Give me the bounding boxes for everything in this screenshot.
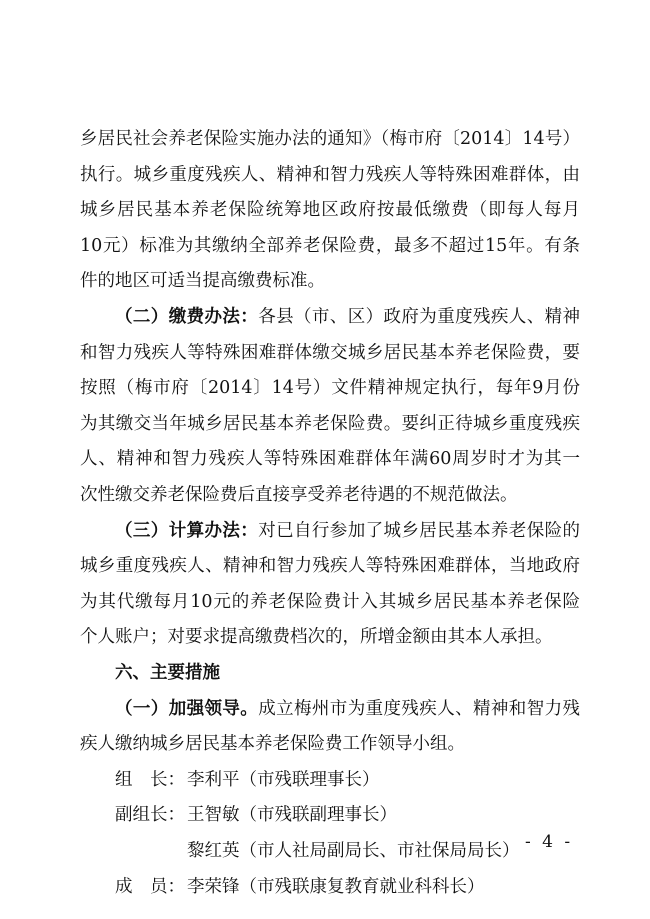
section-heading-6: 六、主要措施	[115, 663, 220, 683]
section-3-title: （三）计算办法：	[115, 520, 259, 541]
body-line: 和智力残疾人等特殊困难群体缴交城乡居民基本养老保险费，要	[80, 342, 580, 363]
member-row	[115, 803, 397, 827]
member-role: 成 员：	[115, 876, 185, 897]
section-3-first-line	[115, 519, 580, 543]
body-line: 件的地区可适当提高缴费标准。	[80, 271, 325, 292]
body-line: 为其缴交当年城乡居民基本养老保险费。要纠正待城乡重度残疾	[80, 413, 580, 434]
body-line: 城乡重度残疾人、精神和智力残疾人等特殊困难群体，当地政府	[80, 556, 580, 577]
body-line: 次性缴交养老保险费后直接享受养老待遇的不规范做法。	[80, 485, 518, 505]
member-name: 王智敏（市残联副理事长）	[187, 805, 397, 826]
section-2-title: （二）缴费办法：	[115, 307, 259, 327]
body-line: 为其代缴每月10元的养老保险费计入其城乡居民基本养老保险	[80, 591, 580, 612]
member-role: 副组长：	[115, 805, 185, 826]
body-line: 人、精神和智力残疾人等特殊困难群体年满60周岁时才为其一	[80, 449, 580, 470]
member-role: 组 长：	[115, 769, 185, 790]
member-name: 黎红英（市人社局副局长、市社保局局长）	[187, 841, 520, 861]
member-row	[115, 875, 485, 899]
member-name: 李荣锋（市残联康复教育就业科科长）	[187, 876, 485, 897]
section-3-first-text: 对已自行参加了城乡居民基本养老保险的	[258, 520, 581, 541]
body-line: 乡居民社会养老保险实施办法的通知》（梅市府〔2014〕14号）	[80, 129, 580, 149]
member-name: 李利平（市残联理事长）	[187, 769, 380, 790]
section-2-first-line	[115, 305, 580, 329]
section-6-1-first-text: 成立梅州市为重度残疾人、精神和智力残	[258, 698, 581, 719]
body-line: 执行。城乡重度残疾人、精神和智力残疾人等特殊困难群体，由	[80, 164, 580, 185]
section-2-first-text: 各县（市、区）政府为重度残疾人、精神	[258, 307, 581, 327]
member-row	[115, 768, 380, 792]
section-6-1-first-line	[115, 697, 580, 721]
member-row	[187, 839, 520, 863]
body-line: 10元）标准为其缴纳全部养老保险费，最多不超过15年。有条	[80, 235, 580, 256]
body-line: 个人账户；对要求提高缴费档次的，所增金额由其本人承担。	[80, 627, 553, 648]
section-6-1-title: （一）加强领导。	[115, 698, 259, 719]
body-line: 疾人缴纳城乡居民基本养老保险费工作领导小组。	[80, 734, 465, 755]
body-line: 按照（梅市府〔2014〕14号）文件精神规定执行，每年9月份	[80, 378, 580, 399]
body-line: 城乡居民基本养老保险统筹地区政府按最低缴费（即每人每月	[80, 200, 580, 221]
page-number: - 4 -	[525, 832, 574, 852]
